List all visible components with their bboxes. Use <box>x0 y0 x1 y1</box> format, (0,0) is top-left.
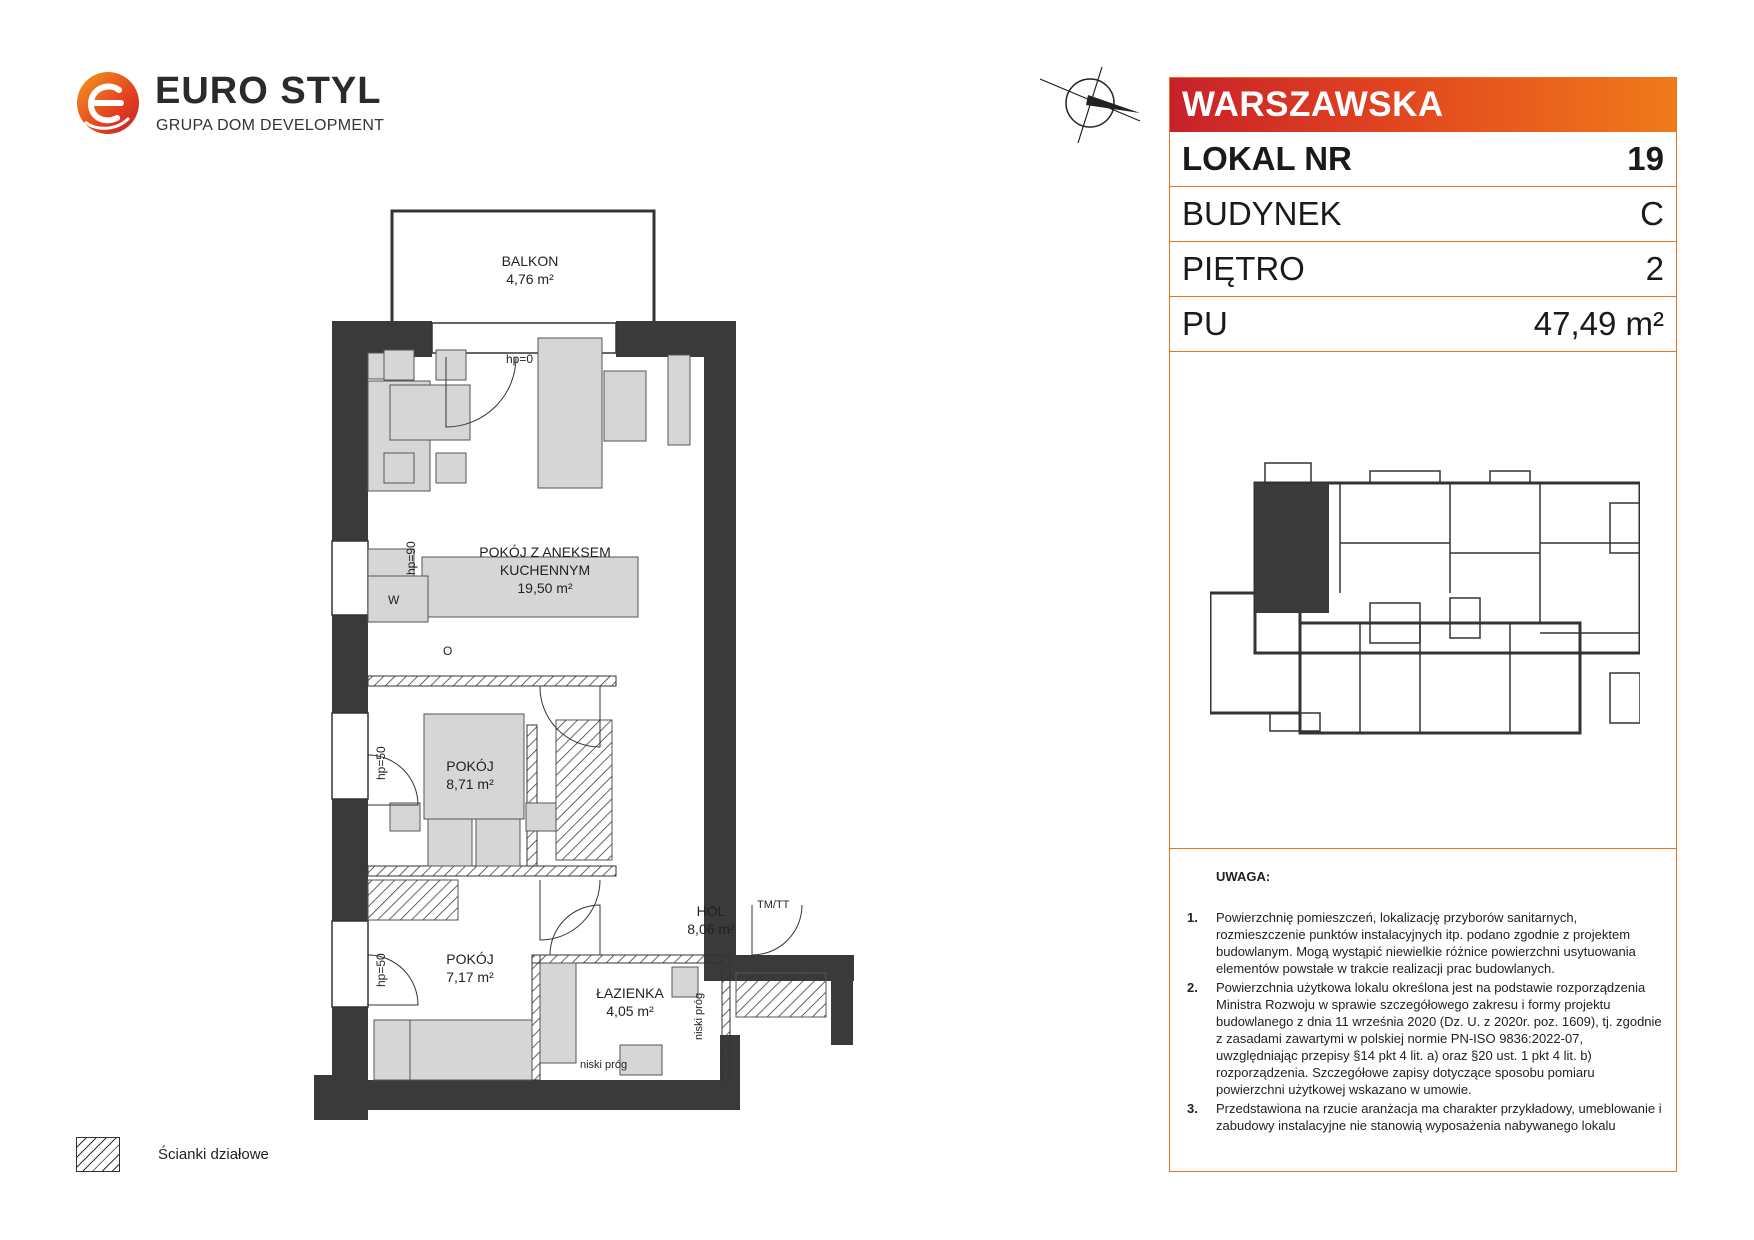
note-item <box>1184 979 1664 1098</box>
row-budynek <box>1170 187 1676 242</box>
note-number: 1. <box>1187 910 1198 925</box>
notes-divider <box>1170 848 1676 849</box>
room-name: POKÓJ <box>446 758 494 774</box>
info-panel <box>1169 77 1677 1172</box>
brand-name: EURO STYL <box>155 70 382 112</box>
room-area: 4,76 m² <box>506 271 554 287</box>
annotation-niski-prog-2: niski próg <box>693 992 705 1040</box>
notes-section <box>1184 868 1664 1136</box>
room-area: 8,06 m² <box>687 921 735 937</box>
note-text: Powierzchnię pomieszczeń, lokalizację przyborów sanitarnych, rozmieszczenie punktów instalacyjnych itp. podano zgodnie z projektem budowlanym. Mogą wystąpić niewielkie różnice powierzchni usytuowania elementów powstałe w trakcie realizacji prac budowlanych. <box>1216 910 1636 976</box>
room-name: HOL <box>696 903 726 919</box>
building-site-plan <box>1210 423 1640 743</box>
annotation-hp90: hp=90 <box>404 541 418 575</box>
legend-label: Ścianki działowe <box>158 1146 269 1163</box>
legend-hatch-swatch <box>76 1137 120 1172</box>
room-balkon <box>480 252 580 288</box>
note-text: Powierzchnia użytkowa lokalu określona jest na podstawie rozporządzenia Ministra Rozwoju w sprawie szczegółowego zakresu i formy projektu budowlanego z dnia 11 września 2020 (Dz. U. z 2020r. poz. 1609), tj. zgodnie z zasadami zawartymi w polskiej normie PN-ISO 9836:2022-07, uwzględniając przepisy §14 pkt 4 lit. a) oraz §20 ust. 1 pkt 4 lit. b) rozporządzenia. Szczegółowe zapisy dotyczące sposobu pomiaru powierzchni użytkowej wskazano w umowie. <box>1216 980 1662 1097</box>
row-label: BUDYNEK <box>1182 195 1342 232</box>
row-label: PU <box>1182 305 1228 342</box>
logo-mark-icon <box>75 70 141 136</box>
row-value: 2 <box>1645 250 1664 287</box>
hall-closet <box>736 973 826 1017</box>
note-number: 3. <box>1187 1101 1198 1116</box>
room-lazienka <box>590 984 670 1020</box>
room-name: ŁAZIENKA <box>596 985 664 1001</box>
room-area: 19,50 m² <box>517 580 573 596</box>
room-area: 7,17 m² <box>446 969 494 985</box>
note-text: Przedstawiona na rzucie aranżacja ma charakter przykładowy, umeblowanie i zabudowy instalacyjne nie stanowią wyposażenia nabywanego lokalu <box>1216 1101 1662 1133</box>
annotation-hp50b: hp=50 <box>374 953 388 987</box>
panel-header-title: WARSZAWSKA <box>1182 85 1444 124</box>
row-value: 19 <box>1627 140 1664 177</box>
notes-title: UWAGA: <box>1216 869 1271 884</box>
annotation-tmtt: TM/TT <box>757 899 790 911</box>
annotation-hp50a: hp=50 <box>374 746 388 780</box>
compass-icon <box>1040 65 1140 145</box>
annotation-w: W <box>388 593 400 607</box>
row-pietro <box>1170 242 1676 297</box>
row-value: C <box>1640 195 1664 232</box>
room-pokoj-1 <box>430 757 510 793</box>
room-pokoj-2 <box>430 950 510 986</box>
room-name-line2: KUCHENNYM <box>499 562 591 578</box>
room-name: POKÓJ <box>446 951 494 967</box>
room-living <box>470 543 620 597</box>
room-name: BALKON <box>501 253 559 269</box>
room-area: 4,05 m² <box>606 1003 654 1019</box>
note-number: 2. <box>1187 980 1198 995</box>
brand-logo <box>75 70 395 150</box>
note-item <box>1184 909 1664 977</box>
row-value: 47,49 m² <box>1533 305 1664 342</box>
room-area: 8,71 m² <box>446 776 494 792</box>
annotation-niski-prog-1: niski próg <box>580 1059 628 1071</box>
row-lokal-nr <box>1170 132 1676 187</box>
annotation-hp0: hp=0 <box>506 352 534 366</box>
note-item <box>1184 1100 1664 1134</box>
annotation-o: O <box>443 644 453 658</box>
room-name: POKÓJ Z ANEKSEM <box>479 544 611 560</box>
row-pu <box>1170 297 1676 352</box>
room-hol <box>676 902 746 938</box>
row-label: PIĘTRO <box>1182 250 1305 287</box>
panel-header <box>1170 78 1676 132</box>
brand-subtitle: GRUPA DOM DEVELOPMENT <box>156 117 385 134</box>
row-label: LOKAL NR <box>1182 140 1352 177</box>
